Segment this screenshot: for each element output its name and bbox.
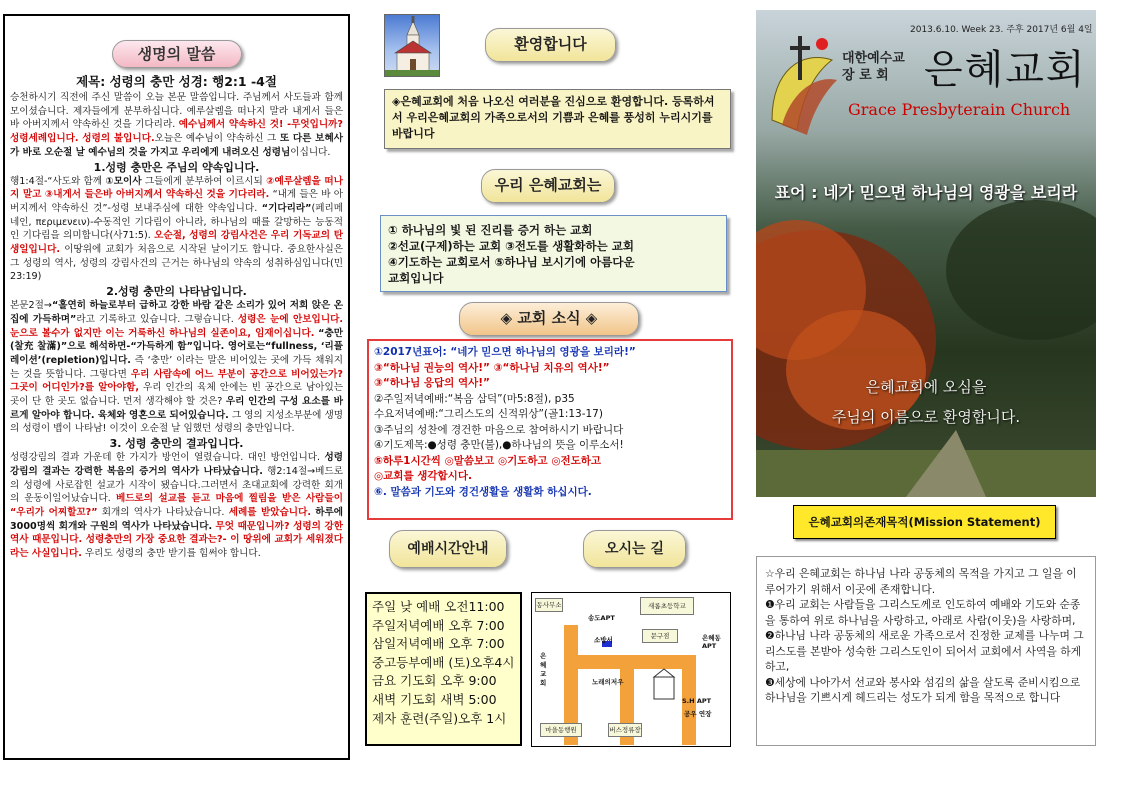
text-run: 우리 사람속에 어느 부분이 공간으로 비어있는가? 그곳이 어디인가?를 알아야함,: [10, 368, 343, 394]
text-run: 오늘은 예수님이 약속하신 그: [154, 133, 280, 145]
map-label-school: 새롬초등학교: [640, 597, 694, 615]
text-run: 우리 인간의 육체 안에는 빈 공간으로 남아있는 곳이 단 한 곳도 없습니다. 먼저 생각해야 할 것은?: [10, 382, 343, 408]
bulletin-cover: [756, 10, 1096, 497]
worship-item: 주일 낮 예배 오전11:00: [372, 599, 505, 614]
text-run: 성령강림의 결과 가운데 한 가지가 방언이 열렸습니다. 대인 방언입니다.: [10, 452, 325, 464]
our-church-item: ① 하나님의 빛 된 진리를 증거 하는 교회: [388, 223, 593, 237]
section-heading-3: 3. 성령 충만의 결과입니다.: [109, 437, 244, 451]
text-run: 이십니다.: [290, 146, 331, 158]
map-label-fire: 소방서: [594, 636, 613, 644]
news-line: ③“하나님 응답의 역사!”: [374, 377, 490, 389]
church-building-image: [384, 14, 440, 77]
worship-item: 새벽 기도회 새벽 5:00: [372, 691, 497, 707]
text-run: ②예루살렘을 떠나지 말고 ③내게서 들은바 아버지께서 약속하신 것을 기다리라.: [10, 175, 343, 201]
text-run: “기다리라”: [261, 202, 312, 214]
text-run: 예수님께서 약속하신 것! -무엇입니까? 성령세례입니다. 성령의 불입니다.: [10, 119, 344, 145]
cover-welcome-line: 은혜교회에 오심을: [865, 378, 987, 396]
sermon-title: 생명의 말씀: [112, 40, 242, 68]
news-title: ◈ 교회 소식 ◈: [459, 302, 639, 336]
mission-paragraph: ❸세상에 나아가서 선교와 봉사와 섬김의 삶을 살도록 준비시킴으로 하나님을 기쁘시게 헤드리는 성도가 되게 함을 목적으로 합니다: [765, 675, 1081, 704]
text-run: 그 영의 지성소부분에 생명의 성령이 뱁이 나타남! 이것이 오순절 날 임했던 성령의 충만입니다.: [10, 409, 343, 435]
news-line: 수요저녁예배:“그리스도의 신적위상”(골1:13-17): [374, 408, 603, 420]
directions-map: [531, 592, 731, 747]
worship-item: 제자 훈련(주일)오후 1시: [372, 710, 507, 726]
our-church-item: 교회입니다: [388, 271, 444, 285]
news-line: ③“하나님 권능의 역사!” ③“하나님 치유의 역사!”: [374, 361, 610, 374]
worship-item: 삼일저녁예배 오후 7:00: [372, 636, 505, 652]
text-run: ①모이사: [105, 175, 142, 187]
welcome-title: 환영합니다: [485, 28, 616, 62]
text-run: 오순절, 성령의 강림사건은 우리 기독교의 탄생일입니다.: [10, 230, 343, 256]
worship-title: 예배시간안내: [389, 530, 507, 568]
text-run: 회개의 역사가 나타났습니다.: [97, 506, 229, 518]
sermon-paragraph-2: [10, 299, 343, 436]
mission-title: 은혜교회의존재목적(Mission Statement): [793, 505, 1056, 539]
map-label-city-hall: 동사무소: [535, 598, 563, 612]
directions-title: 오시는 길: [583, 530, 686, 568]
text-run: 행2:14절→베드로의 성령에 사로잡힌 설교가 시작이 됐습니다.그러면서 초대교회에 강력한 회개의 운동이일어났습니다.: [10, 465, 343, 505]
map-label-bus: 버스정류장: [608, 723, 642, 737]
map-label-apt2: 은혜동 APT: [702, 634, 721, 650]
text-run: “충만(찰充 찰滿)”으로 해석하면-“가득하게 함”입니다. 영어로는“fullness, ‘리플레이션’(repletion)입니다.: [10, 327, 343, 366]
news-line: ⑥. 말씀과 기도와 경건생활을 생활화 하십시다.: [374, 485, 592, 498]
news-line: ④기도제목:●성령 충만(불),●하나님의 뜻을 이루소서!: [374, 439, 624, 451]
news-line: ②주일저녁예배:“복음 삼덕”(마5:8절), p35: [374, 392, 575, 405]
mission-paragraph: ☆우리 은혜교회는 하나님 나라 공동체의 목적을 가지고 그 일을 이루어가기 위해서 이곳에 존재합니다.: [765, 567, 1077, 596]
welcome-box: [384, 89, 731, 149]
worship-item: 중고등부예배 (토)오후4시: [372, 654, 515, 670]
text-run: 하루에 3000명씩 회개와 구원의 역사가 나타났습니다.: [10, 506, 344, 532]
map-label-district: 공우 연장: [684, 710, 712, 718]
church-english-name: Grace Presbyterain Church: [848, 100, 1071, 119]
sermon-intro: [10, 91, 343, 160]
our-church-box: [380, 215, 727, 292]
map-label-ahn: 노래의저우: [592, 678, 624, 686]
worship-item: 금요 기도회 오후 9:00: [372, 673, 497, 689]
news-line: ◎교회를 생각합시다.: [374, 470, 472, 482]
mission-box: [756, 556, 1096, 746]
text-run: (페리메네인, περιμενειν)-수동적인 기다림이 아니라, 하나님의 때를 갈망하는 능동적인 기다림을 의미합니다(사71:5).: [10, 202, 343, 242]
news-line: ①2017년표어: “네가 믿으면 하나님의 영광을 보리라!”: [374, 346, 636, 358]
text-run: 또 다른 보혜사가 바로 오순절 날 예수님의 것을 가지고 우리에게 내려오신 성령님: [10, 133, 343, 158]
denomination-line: 대한예수교: [842, 51, 905, 66]
text-run: 즉 ‘충만’ 이라는 말은 비어있는 곳에 가득 채워지는 것을 뜻합니다. 그렇다면: [10, 354, 343, 380]
text-run: 우리 인간의 구성 요소를 바르게 알아야 합니다. 육체와 영혼으로 되어있습니다.: [10, 396, 343, 421]
text-run: 베드로의 설교를 듣고 마음에 찔림을 받은 사람들이 “우리가 어찌할꼬?”: [10, 493, 343, 518]
mission-paragraph: ❷하나님 나라 공동체의 새로운 가족으로서 진정한 교제를 나누며 그리스도를 본받아 성숙한 그리스도인이 되어서 교회에서 사역을 하게하고,: [765, 629, 1084, 673]
text-run: 무엇 때문입니까? 성령의 강한 역사 때문입니다. 성령충만의 가장 중요한 결과는?- 이 땅위에 교회가 세워졌다라는 사실입니다.: [10, 520, 343, 560]
text-run: 본문2절→: [10, 300, 52, 312]
our-church-item: ②선교(구제)하는 교회 ③전도를 생활화하는 교회: [388, 239, 634, 253]
cover-welcome: [756, 372, 1096, 432]
news-line: ③주님의 성찬에 경건한 마음으로 참여하시기 바랍니다: [374, 423, 624, 436]
text-run: 행1:4절-“사도와 함께: [10, 175, 106, 187]
news-box: [367, 339, 733, 520]
our-church-item: ④기도하는 교회로서 ⑤하나님 보시기에 아름다운: [388, 255, 635, 269]
cover-welcome-line: 주님의 이름으로 환영합니다.: [831, 408, 1021, 426]
sermon-panel: [3, 14, 350, 760]
text-run: 우리도 성령의 충만 받기를 힘써야 합니다.: [81, 548, 261, 560]
text-run: 승천하시기 직전에 주신 말씀이 오늘 본문 말씀입니다. 주님께서 사도들과 함께 모이셨습니다. 제자들에게 분부하십니다. 예루살렘을 떠나지 말라 내게서 들은 바 아버지께서 약속하신 것을 기다리라.: [10, 92, 343, 131]
our-church-title: 우리 은혜교회는: [481, 169, 615, 203]
denomination-line: 장 로 회: [842, 68, 889, 83]
cover-motto: 표어 : 네가 믿으면 하나님의 영광을 보리라: [774, 183, 1078, 202]
church-logo: [762, 30, 842, 140]
cover-date: 2013.6.10. Week 23. 주후 2017년 6월 4일: [910, 25, 1093, 35]
section-heading-1: 1.성령 충만은 주님의 약속입니다.: [93, 160, 260, 174]
map-label-market: 문구점: [642, 629, 678, 643]
text-run: “내게 들은 바 아버지께서 약속하신 것”-성령 보내주심에 대한 약속입니다.: [10, 189, 343, 214]
map-label-bank: 마을동행원: [540, 723, 582, 737]
text-run: 성령 강림의 결과는 강력한 복음의 증거의 역사가 나타났습니다.: [10, 452, 343, 477]
welcome-text: ◈은혜교회에 처음 나오신 여러분을 진심으로 환영합니다. 등록하셔서 우리은혜교회의 가족으로서의 기쁨과 은혜를 풍성히 누리시기를 바랍니다: [392, 95, 715, 140]
sermon-paragraph-3: [10, 451, 343, 561]
worship-schedule-box: [365, 592, 522, 746]
section-heading-2: 2.성령 충만의 나타남입니다.: [106, 285, 247, 299]
text-run: “홀연히 하늘로부터 급하고 강한 바람 같은 소리가 있어 저희 앉은 온 집에 가득하며”: [10, 300, 343, 325]
text-run: 세례를 받았습니다.: [228, 506, 311, 518]
worship-item: 주일저녁예배 오후 7:00: [372, 617, 505, 633]
text-run: 라고 기록하고 있습니다. 그렇습니다.: [76, 313, 238, 325]
text-run: 성령은 눈에 안보입니다. 눈으로 볼수가 없지만 이는 거룩하신 하나님의 실존이요, 임재이십니다.: [10, 313, 343, 339]
text-run: 이땅위에 교회가 처음으로 시작된 날이기도 합니다. 중요한사실은 그 성령의 역사, 성령의 강림사건의 근거는 하나님의 약속의 성취하심입니다(민23:19): [10, 244, 343, 283]
news-line: ⑤하루1시간씩 ◎말씀보고 ◎기도하고 ◎전도하고: [374, 454, 602, 467]
text-run: 그들에게 분부하여 이르시되: [141, 175, 267, 187]
map-label-apt1: 송도APT: [588, 614, 615, 622]
denomination: [842, 50, 905, 84]
sermon-header: 제목: 성령의 충만 성경: 행2:1 -4절: [76, 74, 277, 89]
church-name: 은혜교회: [924, 47, 1087, 93]
mission-paragraph: ❶우리 교회는 사람들을 그리스도께로 인도하여 예배와 기도와 순종을 통하여 위로 하나님을 사랑하고, 아래로 사람(이웃)을 사랑하며,: [765, 598, 1081, 627]
map-label-church-road: 은혜교회: [540, 652, 547, 687]
map-label-sh-apt: S.H APT: [682, 697, 712, 705]
sermon-paragraph-1: [10, 175, 343, 285]
